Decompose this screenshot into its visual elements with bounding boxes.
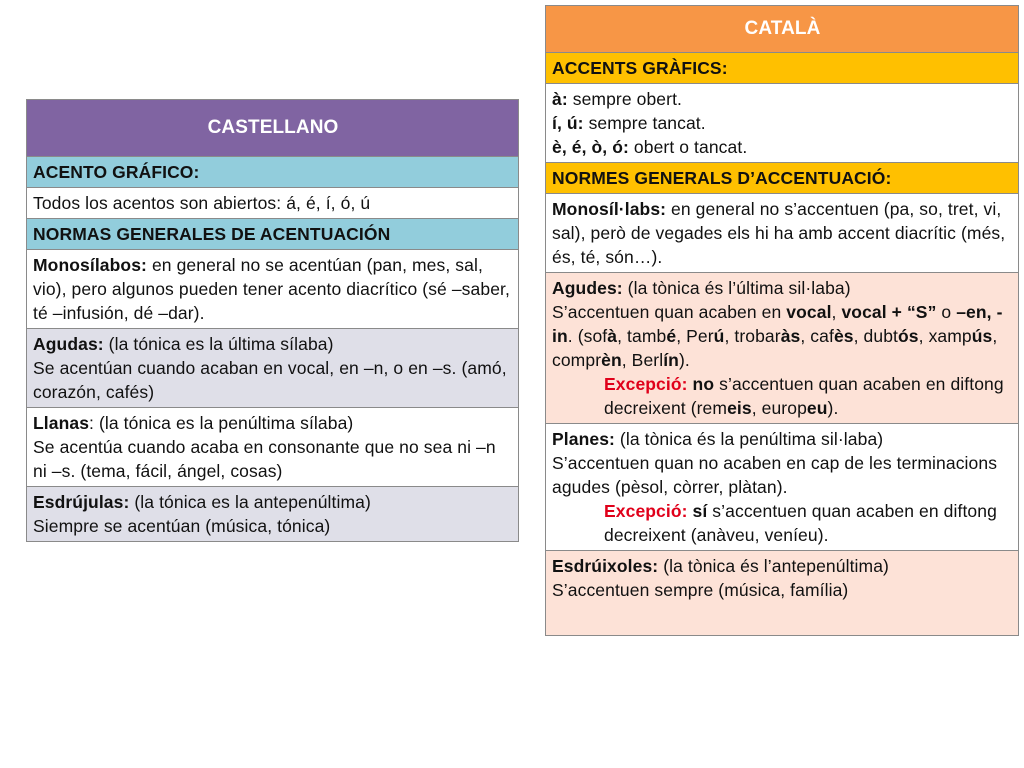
planes-line2: S’accentuen quan no acaben en cap de les terminacions agudes (pèsol, còrrer, plàtan).: [552, 453, 998, 497]
exception-no: no: [692, 374, 715, 394]
llanas-cell: [27, 408, 519, 487]
planes-line1: (la tònica és la penúltima sil·laba): [614, 429, 884, 449]
agudes-cell: [546, 273, 1019, 424]
exception2-si: sí: [692, 501, 708, 521]
exception-mid: , europ: [751, 398, 807, 418]
agudes-examples-open: . (sof: [567, 326, 608, 346]
exception2-text: s’accentuen quan acaben en diftong decreixent (anàveu, veníeu).: [604, 501, 997, 545]
monosilabos-cell: [27, 250, 519, 329]
esdruixoles-label: Esdrúixoles:: [552, 556, 659, 576]
castellano-table: [26, 99, 519, 542]
exception-label: Excepció:: [604, 374, 688, 394]
ex-es: ès: [833, 326, 854, 346]
ex-en: èn: [601, 350, 622, 370]
agudes-vocal-s: vocal + “S”: [841, 302, 937, 322]
catala-title: CATALÀ: [546, 6, 1019, 53]
ex-dubt: , dubt: [853, 326, 899, 346]
ex-compr: , compr: [552, 326, 998, 370]
ex-in: ín: [663, 350, 679, 370]
acento-grafico-header: ACENTO GRÁFICO:: [27, 157, 519, 188]
monosillabs-text: en general no s’accentuen (pa, so, tret, vi, sal), però de vegades els hi ha amb accent diacrític (més, és, té, són…).: [552, 199, 1006, 267]
exception-text: s’accentuen quan acaben en diftong decreixent (rem: [604, 374, 1004, 418]
accent-eo-text: obert o tancat.: [628, 137, 748, 157]
ex-us: ús: [971, 326, 993, 346]
agudes-line1: (la tònica és l’última sil·laba): [622, 278, 851, 298]
monosilabos-text: en general no se acentúan (pan, mes, sal, vio), pero algunos pueden tener acento diacrítico (sé –saber, té –infusión, dé –dar).: [33, 255, 510, 323]
esdrujulas-label: Esdrújulas:: [33, 492, 130, 512]
ex-close: ).: [678, 350, 690, 370]
llanas-line2: Se acentúa cuando acaba en consonante que no sea ni –n ni –s. (tema, fácil, ángel, cosas): [33, 437, 496, 481]
esdruixoles-line1: (la tònica és l’antepenúltima): [658, 556, 889, 576]
esdruixoles-cell: [546, 551, 1019, 636]
planes-cell: [546, 424, 1019, 551]
exception2-label: Excepció:: [604, 501, 688, 521]
ex-xamp: , xamp: [918, 326, 972, 346]
ex-u: ú: [713, 326, 725, 346]
planes-label: Planes:: [552, 429, 615, 449]
planes-exception: [552, 499, 1013, 547]
castellano-title: CASTELLANO: [27, 100, 519, 157]
llanas-line1: : (la tónica es la penúltima sílaba): [89, 413, 354, 433]
agudas-line2: Se acentúan cuando acaban en vocal, en –n, o en –s. (amó, corazón, cafés): [33, 358, 507, 402]
agudas-line1: (la tónica es la última sílaba): [103, 334, 334, 354]
normes-header: NORMES GENERALS D’ACCENTUACIÓ:: [546, 163, 1019, 194]
ex-e: é: [666, 326, 677, 346]
esdrujulas-line1: (la tónica es la antepenúltima): [129, 492, 371, 512]
esdruixoles-line2: S’accentuen sempre (música, família): [552, 580, 849, 600]
accents-grafics-header: ACCENTS GRÀFICS:: [546, 53, 1019, 84]
monosillabs-cell: [546, 194, 1019, 273]
ex-a: à: [607, 326, 618, 346]
ex-caf: , caf: [800, 326, 834, 346]
agudes-vocal: vocal: [786, 302, 832, 322]
ex-tamb: , tamb: [617, 326, 667, 346]
catala-table: [545, 5, 1019, 636]
accent-eo-label: è, é, ò, ó:: [552, 137, 629, 157]
accent-a-text: sempre obert.: [567, 89, 682, 109]
accent-iu-label: í, ú:: [552, 113, 584, 133]
esdrujulas-line2: Siempre se acentúan (música, tónica): [33, 516, 331, 536]
agudes-o: o: [936, 302, 957, 322]
accent-iu-text: sempre tancat.: [583, 113, 706, 133]
esdrujulas-cell: [27, 487, 519, 542]
ex-os: ós: [898, 326, 919, 346]
agudes-label: Agudes:: [552, 278, 623, 298]
acento-grafico-text: Todos los acentos son abiertos: á, é, í, ó, ú: [27, 188, 519, 219]
accents-cell: [546, 84, 1019, 163]
monosillabs-label: Monosíl·labs:: [552, 199, 667, 219]
agudes-rule-text: S’accentuen quan acaben en: [552, 302, 787, 322]
agudes-en-in: –en, -in: [552, 302, 1003, 346]
ex-berl: , Berl: [621, 350, 664, 370]
ex-as: às: [780, 326, 801, 346]
accent-a-label: à:: [552, 89, 568, 109]
llanas-label: Llanas: [33, 413, 90, 433]
exception-eis: eis: [727, 398, 752, 418]
agudes-exception: [552, 372, 1013, 420]
monosilabos-label: Monosílabos:: [33, 255, 147, 275]
normas-header: NORMAS GENERALES DE ACENTUACIÓN: [27, 219, 519, 250]
agudas-label: Agudas:: [33, 334, 104, 354]
exception-end: ).: [827, 398, 839, 418]
ex-trobar: , trobar: [724, 326, 781, 346]
exception-eu: eu: [806, 398, 828, 418]
ex-per: , Per: [676, 326, 714, 346]
agudes-comma: ,: [831, 302, 842, 322]
agudas-cell: [27, 329, 519, 408]
